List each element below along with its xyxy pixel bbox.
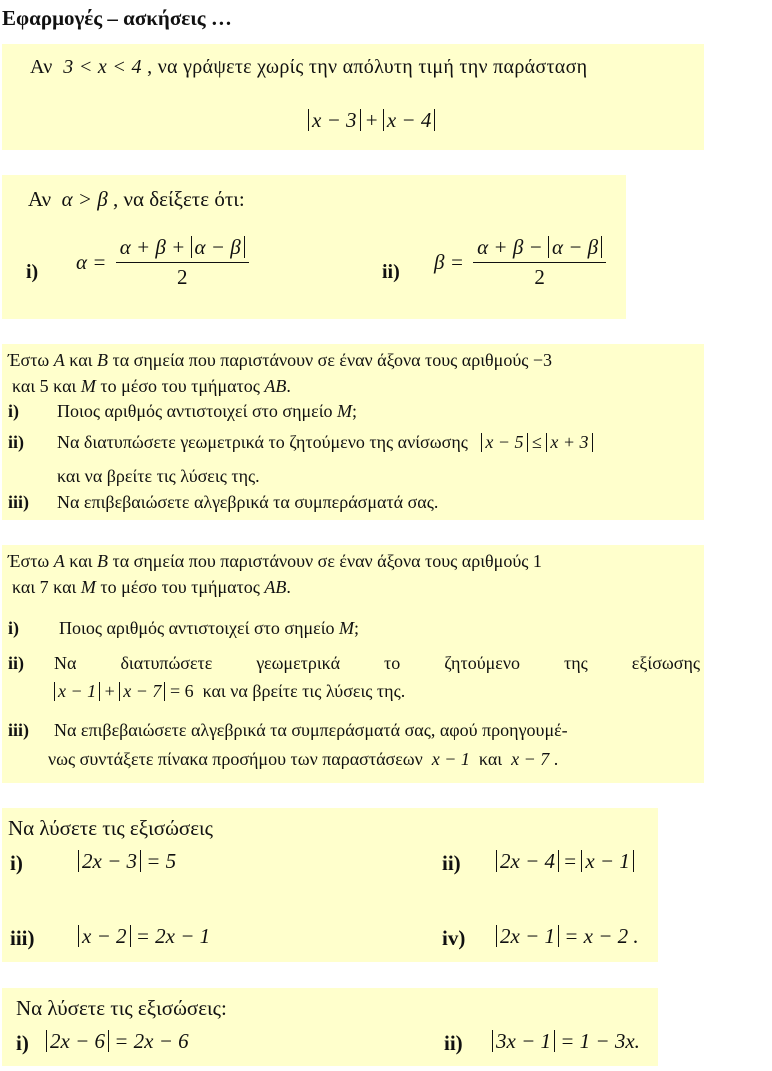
item-label: iv) [442,926,466,950]
abs-value: α − β [191,236,245,258]
numerator: α + β + [119,235,186,259]
text: νως συντάξετε πίνακα προσήμου των παραστάσεων [48,749,423,769]
abs-value: x − 3 [308,109,361,131]
word: το [384,653,401,673]
exercise-4-item-iii: Να επιβεβαιώσετε αλγεβρικά τα συμπεράσματά σας, αφού προηγουμέ- [54,720,568,740]
text: και 7 και [12,577,77,597]
text: Έστω [8,350,50,370]
exercise-3-item-ii [57,432,593,453]
page-title: Εφαρμογές – ασκήσεις … [2,6,232,30]
text: Ποιος αριθμός αντιστοιχεί στο σημείο [57,401,333,421]
word: Να [54,653,77,673]
exercise-5-box [2,808,658,962]
word: της [563,653,588,673]
text: και [478,749,503,769]
item-label: iii) [10,926,35,950]
text: Να διατυπώσετε γεωμετρικά το ζητούμενο της ανίσωσης [57,432,468,452]
equation-iv [496,924,639,949]
text: τα σημεία που παριστάνουν σε έναν άξονα τους αριθμούς 1 [112,551,542,571]
exercise-4-line-2 [12,577,291,598]
segment-ab: AB [264,577,287,597]
abs-value: α − β [548,236,602,258]
text: , να γράψετε χωρίς την απόλυτη τιμή την παράσταση [147,56,588,78]
item-label: i) [8,618,19,638]
item-label: iii) [8,720,29,740]
item-label: i) [8,401,19,421]
item-label: i) [10,851,23,875]
text: . [286,376,291,396]
exercise-6-box [2,988,658,1066]
exercise-3-line-1 [8,350,552,371]
rhs: = 2x − 6 [114,1029,189,1053]
equals-value: = 6 [169,681,194,701]
le-sign: ≤ [532,432,542,452]
item-label: i) [26,261,39,283]
exercise-4-item-i [59,618,359,639]
text: . [286,577,291,597]
abs-value: 3x − 1 [492,1030,555,1052]
denominator: 2 [534,265,545,289]
formula-i [76,235,253,290]
equation-iii [78,924,210,949]
item-label: ii) [444,1031,463,1055]
point-m: M [339,618,355,638]
text: Αν [28,187,52,211]
exercise-4-item-iii-continued [48,749,558,770]
exercise-3-item-iii: Να επιβεβαιώσετε αλγεβρικά τα συμπεράσματά σας. [57,492,439,512]
exercise-1-expression [308,108,435,133]
expression: x − 7 [511,749,550,769]
item-label: ii) [8,653,24,673]
equation-ii [496,849,634,874]
fraction [473,235,606,290]
word: εξίσωσης [631,653,700,673]
text: και [69,350,93,370]
exercise-3-item-ii-continued: και να βρείτε τις λύσεις της. [57,466,260,486]
text: ; [352,401,358,421]
point-m: M [80,577,96,597]
exercise-4-box [2,545,704,783]
exercise-3-box [2,344,704,520]
condition: α > β [61,187,108,211]
plus-sign: + [365,108,378,132]
item-label: i) [16,1031,29,1055]
point-a: A [53,350,65,370]
text: Ποιος αριθμός αντιστοιχεί στο σημείο [59,618,335,638]
abs-value: 2x − 4 [496,850,559,872]
condition: 3 < x < 4 [63,56,142,78]
equation-ii [492,1029,640,1054]
abs-value: x − 7 [119,682,165,701]
abs-value: x − 1 [581,850,634,872]
rhs: = 2x − 1 [135,924,211,948]
rhs: = 5 [146,849,177,873]
text: ; [354,618,360,638]
text: τα σημεία που παριστάνουν σε έναν άξονα τους αριθμούς −3 [112,350,553,370]
rhs: = x − 2 . [564,924,639,948]
abs-value: 2x − 3 [78,850,141,872]
equals-sign: = [564,849,577,873]
fraction [116,235,249,290]
exercise-4-line-1 [8,551,542,572]
rhs: = 1 − 3x. [560,1029,640,1053]
abs-value: x − 2 [78,925,131,947]
text: , να δείξετε ότι: [113,187,245,211]
abs-value: 2x − 1 [496,925,559,947]
item-label: ii) [442,851,461,875]
abs-value: x + 3 [546,433,592,452]
abs-value: x − 5 [481,433,527,452]
word: ζητούμενο [444,653,520,673]
point-m: M [80,376,96,396]
formula-ii [434,235,610,290]
exercise-2-box [2,175,626,319]
denominator: 2 [176,265,188,289]
segment-ab: AB [264,376,287,396]
item-label: iii) [8,492,29,512]
point-m: M [337,401,353,421]
expression: x − 1 [431,749,470,769]
point-b: B [96,350,108,370]
exercise-3-item-i [57,401,357,422]
equation-i [78,849,176,874]
exercise-2-intro [28,187,245,212]
abs-value: 2x − 6 [46,1030,109,1052]
item-label: ii) [382,261,400,283]
text: και 5 και [12,376,77,396]
text: και [69,551,93,571]
text: . [553,749,559,769]
text: Αν [30,56,53,78]
exercise-6-title: Να λύσετε τις εξισώσεις: [16,996,227,1020]
plus-sign: + [104,681,115,701]
abs-value: x − 4 [383,109,436,131]
point-a: A [53,551,65,571]
numerator: α + β − [477,235,543,259]
word: γεωμετρικά [256,653,341,673]
abs-value: x − 1 [54,682,100,701]
text: το μέσο του τμήματος [100,376,260,396]
point-b: B [96,551,108,571]
exercise-1-statement [30,56,587,79]
formula-lhs: β = [434,250,464,274]
exercise-1-box [2,44,704,150]
exercise-5-title: Να λύσετε τις εξισώσεις [8,816,213,840]
item-label: ii) [8,432,24,452]
text: το μέσο του τμήματος [100,577,260,597]
exercise-4-item-ii-continued [54,681,405,702]
text: Έστω [8,551,50,571]
exercise-3-line-2 [12,376,291,397]
word: διατυπώσετε [120,653,213,673]
equation-i [46,1029,189,1054]
exercise-4-item-ii [54,653,700,674]
formula-lhs: α = [76,250,107,274]
text: και να βρείτε τις λύσεις της. [202,681,406,701]
